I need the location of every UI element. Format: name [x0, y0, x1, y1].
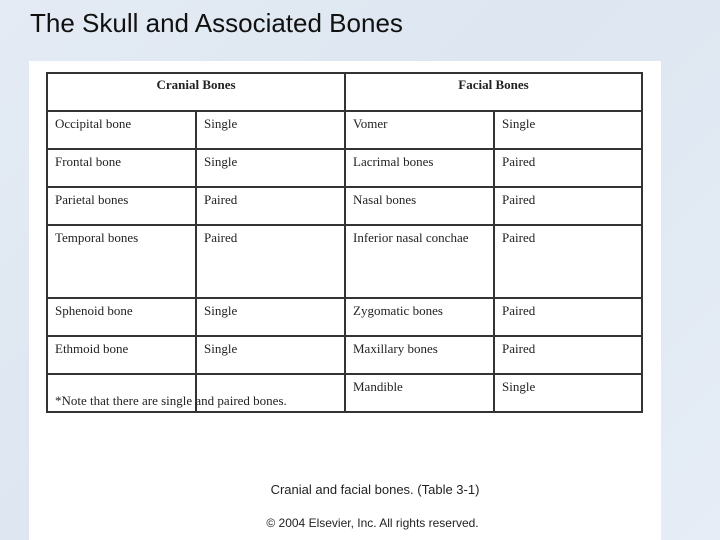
- facial-bone-cell: Nasal bones: [345, 187, 494, 225]
- facial-count-cell: Paired: [494, 149, 642, 187]
- cranial-bone-cell: Occipital bone: [47, 111, 196, 149]
- table-caption: Cranial and facial bones. (Table 3-1): [270, 482, 480, 497]
- table-row: [47, 187, 642, 225]
- facial-count-cell: Paired: [494, 187, 642, 225]
- table-row: [47, 336, 642, 374]
- facial-count-cell: Paired: [494, 298, 642, 336]
- table-header-row: [47, 73, 642, 111]
- cranial-count-cell: Single: [196, 149, 345, 187]
- copyright-notice: © 2004 Elsevier, Inc. All rights reserved.: [266, 516, 479, 530]
- facial-bone-label: Inferior nasal conchae: [353, 230, 469, 245]
- facial-count-cell: Paired: [494, 225, 642, 298]
- cranial-bone-cell: Temporal bones: [47, 225, 196, 298]
- facial-bone-cell: Maxillary bones: [345, 336, 494, 374]
- header-facial-bones: Facial Bones: [345, 73, 642, 111]
- facial-bone-cell: Zygomatic bones: [345, 298, 494, 336]
- table-row: [47, 149, 642, 187]
- table-row: [47, 298, 642, 336]
- cranial-count-cell: Single: [196, 298, 345, 336]
- facial-count-cell: Paired: [494, 336, 642, 374]
- bones-table: [46, 72, 643, 413]
- cranial-bone-cell: Sphenoid bone: [47, 298, 196, 336]
- header-cranial-bones: Cranial Bones: [47, 73, 345, 111]
- facial-bone-cell: [345, 225, 494, 298]
- table-image: [29, 61, 661, 540]
- facial-count-cell: Single: [494, 111, 642, 149]
- cranial-count-cell: Paired: [196, 225, 345, 298]
- cranial-bone-cell: Ethmoid bone: [47, 336, 196, 374]
- facial-count-cell: Single: [494, 374, 642, 412]
- slide-title: The Skull and Associated Bones: [30, 8, 403, 38]
- facial-bone-cell: Lacrimal bones: [345, 149, 494, 187]
- facial-bone-cell: Mandible: [345, 374, 494, 412]
- facial-bone-cell: Vomer: [345, 111, 494, 149]
- cranial-count-cell: Single: [196, 111, 345, 149]
- cranial-count-cell: Paired: [196, 187, 345, 225]
- cranial-count-cell: Single: [196, 336, 345, 374]
- table-note: *Note that there are single and paired bones.: [55, 393, 287, 408]
- table-row: [47, 111, 642, 149]
- cranial-bone-cell: Frontal bone: [47, 149, 196, 187]
- cranial-bone-cell: Parietal bones: [47, 187, 196, 225]
- table-row: [47, 225, 642, 298]
